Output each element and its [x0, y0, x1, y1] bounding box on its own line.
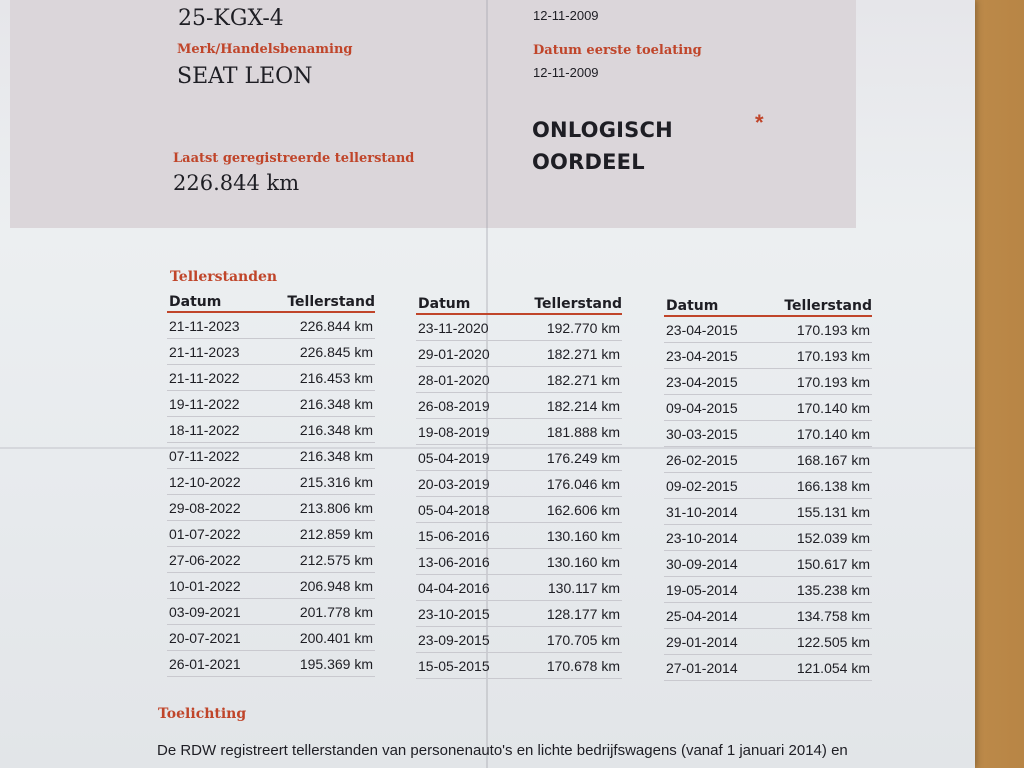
row-date: 15-06-2016 — [418, 528, 490, 544]
row-date: 29-01-2014 — [666, 634, 738, 650]
table-row — [416, 523, 622, 549]
row-reading: 122.505 km — [796, 634, 870, 650]
row-reading: 216.348 km — [299, 448, 373, 464]
table-row — [167, 391, 375, 417]
row-date: 21-11-2023 — [169, 344, 240, 360]
row-date: 27-01-2014 — [666, 660, 738, 676]
row-date: 23-04-2015 — [666, 348, 738, 364]
row-reading: 134.758 km — [796, 608, 870, 624]
header-date: Datum — [169, 294, 222, 310]
verdict-line-1: ONLOGISCH — [532, 118, 673, 142]
table-row — [167, 599, 375, 625]
row-reading: 192.770 km — [546, 320, 620, 336]
row-date: 19-08-2019 — [418, 424, 490, 440]
row-date: 29-01-2020 — [418, 346, 490, 362]
row-reading: 182.214 km — [546, 398, 620, 414]
row-reading: 128.177 km — [546, 606, 620, 622]
row-date: 29-08-2022 — [169, 500, 241, 516]
table-row — [416, 419, 622, 445]
table-row — [416, 341, 622, 367]
row-reading: 170.193 km — [796, 322, 870, 338]
table-row — [664, 499, 872, 525]
table-row — [664, 577, 872, 603]
row-reading: 170.140 km — [796, 400, 870, 416]
row-reading: 181.888 km — [546, 424, 620, 440]
row-date: 05-04-2018 — [418, 502, 490, 518]
row-date: 04-04-2016 — [418, 580, 490, 596]
explanation-title: Toelichting — [158, 706, 247, 722]
row-reading: 212.575 km — [299, 552, 373, 568]
row-date: 23-09-2015 — [418, 632, 490, 648]
row-date: 21-11-2022 — [169, 370, 240, 386]
row-date: 07-11-2022 — [169, 448, 240, 464]
row-reading: 195.369 km — [299, 656, 373, 672]
row-date: 26-02-2015 — [666, 452, 738, 468]
row-reading: 162.606 km — [546, 502, 620, 518]
row-reading: 135.238 km — [796, 582, 870, 598]
row-date: 27-06-2022 — [169, 552, 241, 568]
row-reading: 130.117 km — [547, 580, 620, 596]
table-row — [664, 603, 872, 629]
row-reading: 170.193 km — [796, 374, 870, 390]
row-date: 31-10-2014 — [666, 504, 738, 520]
row-date: 18-11-2022 — [169, 422, 240, 438]
table-row — [167, 469, 375, 495]
row-date: 19-11-2022 — [169, 396, 240, 412]
table-row — [416, 549, 622, 575]
table-row — [664, 447, 872, 473]
table-row — [664, 551, 872, 577]
row-reading: 215.316 km — [299, 474, 373, 490]
table-row — [664, 317, 872, 343]
row-reading: 152.039 km — [796, 530, 870, 546]
license-plate: 25-KGX-4 — [178, 6, 284, 31]
row-reading: 201.778 km — [299, 604, 373, 620]
row-reading: 170.193 km — [796, 348, 870, 364]
header-reading: Tellerstand — [287, 294, 375, 310]
row-reading: 216.348 km — [299, 396, 373, 412]
readings-header — [167, 291, 375, 313]
row-reading: 182.271 km — [546, 372, 620, 388]
table-row — [416, 393, 622, 419]
table-row — [416, 627, 622, 653]
readings-column-2 — [416, 293, 622, 679]
table-row — [167, 339, 375, 365]
row-reading: 170.678 km — [546, 658, 620, 674]
table-row — [416, 367, 622, 393]
table-row — [664, 473, 872, 499]
row-reading: 121.054 km — [796, 660, 870, 676]
row-date: 26-08-2019 — [418, 398, 490, 414]
row-date: 23-11-2020 — [418, 320, 489, 336]
row-reading: 226.844 km — [299, 318, 373, 334]
row-reading: 166.138 km — [796, 478, 870, 494]
table-row — [416, 601, 622, 627]
table-row — [167, 417, 375, 443]
row-date: 23-04-2015 — [666, 322, 738, 338]
table-row — [416, 497, 622, 523]
row-reading: 216.453 km — [299, 370, 373, 386]
row-reading: 212.859 km — [299, 526, 373, 542]
verdict-asterisk: * — [755, 110, 764, 135]
readings-column-1 — [167, 291, 375, 677]
row-date: 05-04-2019 — [418, 450, 490, 466]
row-reading: 200.401 km — [299, 630, 373, 646]
odometer-value: 226.844 km — [173, 171, 300, 195]
table-row — [416, 471, 622, 497]
row-reading: 170.140 km — [796, 426, 870, 442]
table-row — [167, 651, 375, 677]
table-row — [167, 521, 375, 547]
header-date: Datum — [666, 298, 719, 314]
row-date: 25-04-2014 — [666, 608, 738, 624]
row-reading: 130.160 km — [546, 554, 620, 570]
row-date: 26-01-2021 — [169, 656, 241, 672]
row-reading: 176.249 km — [546, 450, 620, 466]
readings-header — [664, 295, 872, 317]
row-date: 23-10-2015 — [418, 606, 490, 622]
row-date: 01-07-2022 — [169, 526, 241, 542]
table-row — [664, 343, 872, 369]
row-date: 15-05-2015 — [418, 658, 490, 674]
row-reading: 176.046 km — [546, 476, 620, 492]
row-reading: 168.167 km — [796, 452, 870, 468]
table-row — [167, 495, 375, 521]
readings-section-title: Tellerstanden — [170, 269, 278, 285]
table-row — [167, 365, 375, 391]
row-date: 30-09-2014 — [666, 556, 738, 572]
table-row — [416, 575, 622, 601]
row-date: 30-03-2015 — [666, 426, 738, 442]
row-reading: 213.806 km — [299, 500, 373, 516]
row-date: 03-09-2021 — [169, 604, 241, 620]
table-row — [664, 655, 872, 681]
row-reading: 155.131 km — [796, 504, 870, 520]
row-date: 21-11-2023 — [169, 318, 240, 334]
verdict-line-2: OORDEEL — [532, 150, 645, 174]
row-date: 20-07-2021 — [169, 630, 241, 646]
readings-header — [416, 293, 622, 315]
header-reading: Tellerstand — [534, 296, 622, 312]
row-reading: 226.845 km — [299, 344, 373, 360]
first-admission-label: Datum eerste toelating — [533, 43, 702, 58]
top-date-value: 12-11-2009 — [533, 8, 599, 23]
table-row — [167, 547, 375, 573]
row-date: 12-10-2022 — [169, 474, 241, 490]
table-row — [664, 525, 872, 551]
readings-column-3 — [664, 295, 872, 681]
table-row — [167, 443, 375, 469]
row-reading: 216.348 km — [299, 422, 373, 438]
table-row — [167, 313, 375, 339]
row-date: 23-04-2015 — [666, 374, 738, 390]
table-row — [664, 421, 872, 447]
row-reading: 182.271 km — [546, 346, 620, 362]
table-row — [664, 629, 872, 655]
row-date: 13-06-2016 — [418, 554, 490, 570]
row-date: 09-04-2015 — [666, 400, 738, 416]
vehicle-summary-panel — [10, 0, 856, 228]
odometer-label: Laatst geregistreerde tellerstand — [173, 151, 415, 166]
row-date: 28-01-2020 — [418, 372, 490, 388]
first-admission-value: 12-11-2009 — [533, 65, 599, 80]
header-reading: Tellerstand — [784, 298, 872, 314]
row-date: 19-05-2014 — [666, 582, 738, 598]
row-reading: 206.948 km — [299, 578, 373, 594]
row-date: 23-10-2014 — [666, 530, 738, 546]
table-row — [664, 369, 872, 395]
table-row — [416, 315, 622, 341]
row-date: 09-02-2015 — [666, 478, 738, 494]
table-row — [416, 445, 622, 471]
row-date: 10-01-2022 — [169, 578, 241, 594]
header-date: Datum — [418, 296, 471, 312]
table-row — [664, 395, 872, 421]
table-row — [416, 653, 622, 679]
row-date: 20-03-2019 — [418, 476, 490, 492]
row-reading: 150.617 km — [796, 556, 870, 572]
table-row — [167, 625, 375, 651]
brand-value: SEAT LEON — [177, 64, 313, 89]
explanation-text: De RDW registreert tellerstanden van personenauto's en lichte bedrijfswagens (vanaf 1 januari 2014) en — [157, 742, 848, 759]
table-row — [167, 573, 375, 599]
row-reading: 130.160 km — [546, 528, 620, 544]
row-reading: 170.705 km — [546, 632, 620, 648]
brand-label: Merk/Handelsbenaming — [177, 42, 353, 57]
